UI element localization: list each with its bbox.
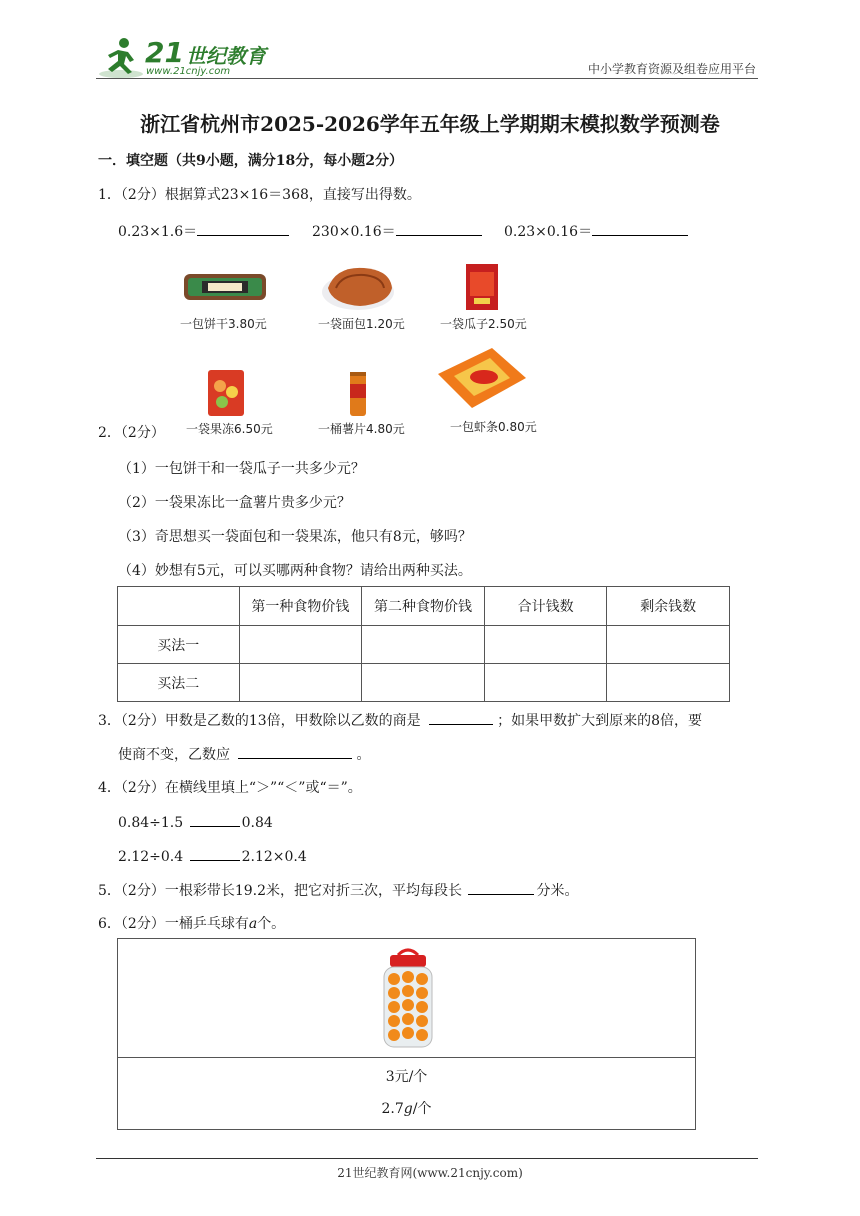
q4-item-b <box>118 846 307 867</box>
q4-b-right: 2.12×0.4 <box>241 849 307 865</box>
q6-stem <box>98 914 285 934</box>
q3-text-a: 3．（2分）甲数是乙数的13倍，甲数除以乙数的商是 <box>98 713 421 729</box>
q6-text-a: 6．（2分）一桶乒乓球有 <box>98 916 249 932</box>
table-cell[interactable] <box>362 626 485 664</box>
food-biscuit <box>180 264 270 318</box>
logo-number: 21 <box>145 36 184 69</box>
q1-item-2 <box>312 221 482 242</box>
q4-answer-blank-2[interactable] <box>190 846 240 861</box>
food-label-seeds: 一袋瓜子2.50元 <box>440 317 527 331</box>
q1-answer-blank-2[interactable] <box>396 221 482 236</box>
page-title: 浙江省杭州市2025-2026学年五年级上学期期末模拟数学预测卷 <box>140 112 720 136</box>
seeds-icon <box>464 262 500 312</box>
q3-text-b: ；如果甲数扩大到原来的8倍，要 <box>497 713 703 729</box>
table-header-cell <box>118 587 240 626</box>
section-heading: 一．填空题（共9小题，满分18分，每小题2分） <box>98 153 403 169</box>
q3-text-c: 使商不变，乙数应 <box>118 747 230 763</box>
footer-site[interactable]: 21世纪教育网(www.21cnjy.com) <box>337 1166 523 1180</box>
q2-sub-2: （2）一袋果冻比一盒薯片贵多少元？ <box>118 495 351 511</box>
q6-price: 3元/个 <box>385 1069 428 1085</box>
q6-info-box <box>117 938 696 1130</box>
q3-answer-blank-2[interactable] <box>238 744 352 759</box>
food-label-biscuit: 一包饼干3.80元 <box>180 317 267 331</box>
q3-answer-blank-1[interactable] <box>429 710 493 725</box>
food-shrimp-snack <box>432 344 530 416</box>
table-cell[interactable] <box>239 626 362 664</box>
food-chips <box>348 370 368 422</box>
q1-item-3-text: 0.23×0.16＝ <box>504 224 593 240</box>
q5-text-a: 5．（2分）一根彩带长19.2米，把它对折三次，平均每段长 <box>98 883 462 899</box>
q1-item-3 <box>504 221 688 242</box>
logo-url: www.21cnjy.com <box>146 66 231 77</box>
table-row <box>118 626 730 664</box>
header-platform-text: 中小学教育资源及组卷应用平台 <box>587 62 756 76</box>
table-header-cell: 第二种食物价钱 <box>362 587 485 626</box>
food-label-jelly: 一袋果冻6.50元 <box>186 422 273 436</box>
food-jelly <box>206 368 246 422</box>
table-header-cell: 合计钱数 <box>484 587 607 626</box>
table-cell: 买法一 <box>118 626 240 664</box>
table-cell[interactable] <box>607 626 730 664</box>
shrimp-snack-icon <box>432 344 530 412</box>
food-label-shrimp-snack: 一包虾条0.80元 <box>450 420 537 434</box>
q2-number: 2．（2分） <box>98 425 165 441</box>
q6-image-cell <box>118 939 695 1058</box>
q6-weight-suffix: /个 <box>412 1101 432 1117</box>
q1-stem: 1．（2分）根据算式23×16＝368，直接写出得数。 <box>98 187 421 203</box>
jelly-icon <box>206 368 246 418</box>
logo-text: 世纪教育 <box>186 44 266 68</box>
table-cell[interactable] <box>484 626 607 664</box>
q4-a-right: 0.84 <box>241 815 273 831</box>
food-label-chips: 一桶薯片4.80元 <box>318 422 405 436</box>
q2-sub-1: （1）一包饼干和一袋瓜子一共多少元？ <box>118 461 365 477</box>
table-header-cell: 剩余钱数 <box>607 587 730 626</box>
food-seeds <box>464 262 500 316</box>
bread-icon <box>316 258 400 316</box>
q4-item-a <box>118 812 273 833</box>
header-divider <box>96 78 758 79</box>
table-cell[interactable] <box>607 664 730 702</box>
table-cell[interactable] <box>239 664 362 702</box>
runner-logo-icon <box>96 36 146 82</box>
q1-item-2-text: 230×0.16＝ <box>312 224 396 240</box>
q2-sub-3: （3）奇思想买一袋面包和一袋果冻，他只有8元，够吗？ <box>118 529 472 545</box>
q3-text-d: 。 <box>356 747 371 763</box>
table-cell: 买法二 <box>118 664 240 702</box>
purchase-table <box>117 586 730 702</box>
q6-weight-unit: g <box>403 1101 413 1117</box>
biscuit-icon <box>180 264 270 314</box>
table-header-row <box>118 587 730 626</box>
q4-b-left: 2.12÷0.4 <box>118 849 184 865</box>
q5-answer-blank[interactable] <box>468 880 534 895</box>
q5-text-b: 分米。 <box>536 883 579 899</box>
q1-item-1-text: 0.23×1.6＝ <box>118 224 198 240</box>
table-cell[interactable] <box>484 664 607 702</box>
table-row <box>118 664 730 702</box>
q6-weight <box>118 1099 695 1119</box>
q4-stem: 4．（2分）在横线里填上“＞”“＜”或“＝”。 <box>98 780 362 796</box>
table-cell[interactable] <box>362 664 485 702</box>
q4-a-left: 0.84÷1.5 <box>118 815 184 831</box>
q1-item-1 <box>118 221 289 242</box>
q6-variable: a <box>248 916 258 932</box>
food-bread <box>316 258 400 320</box>
chips-icon <box>348 370 368 418</box>
ping-pong-jar-icon <box>378 947 438 1051</box>
footer-divider <box>96 1158 758 1159</box>
table-header-cell: 第一种食物价钱 <box>239 587 362 626</box>
food-label-bread: 一袋面包1.20元 <box>318 317 405 331</box>
q4-answer-blank-1[interactable] <box>190 812 240 827</box>
q1-answer-blank-3[interactable] <box>592 221 688 236</box>
q1-answer-blank-1[interactable] <box>197 221 289 236</box>
q6-weight-number: 2.7 <box>381 1101 404 1117</box>
q5-line <box>98 880 578 901</box>
q3-line-2 <box>118 744 370 765</box>
q2-sub-4: （4）妙想有5元，可以买哪两种食物？请给出两种买法。 <box>118 563 472 579</box>
q6-text-b: 个。 <box>257 916 286 932</box>
q3-line-1 <box>98 710 702 731</box>
